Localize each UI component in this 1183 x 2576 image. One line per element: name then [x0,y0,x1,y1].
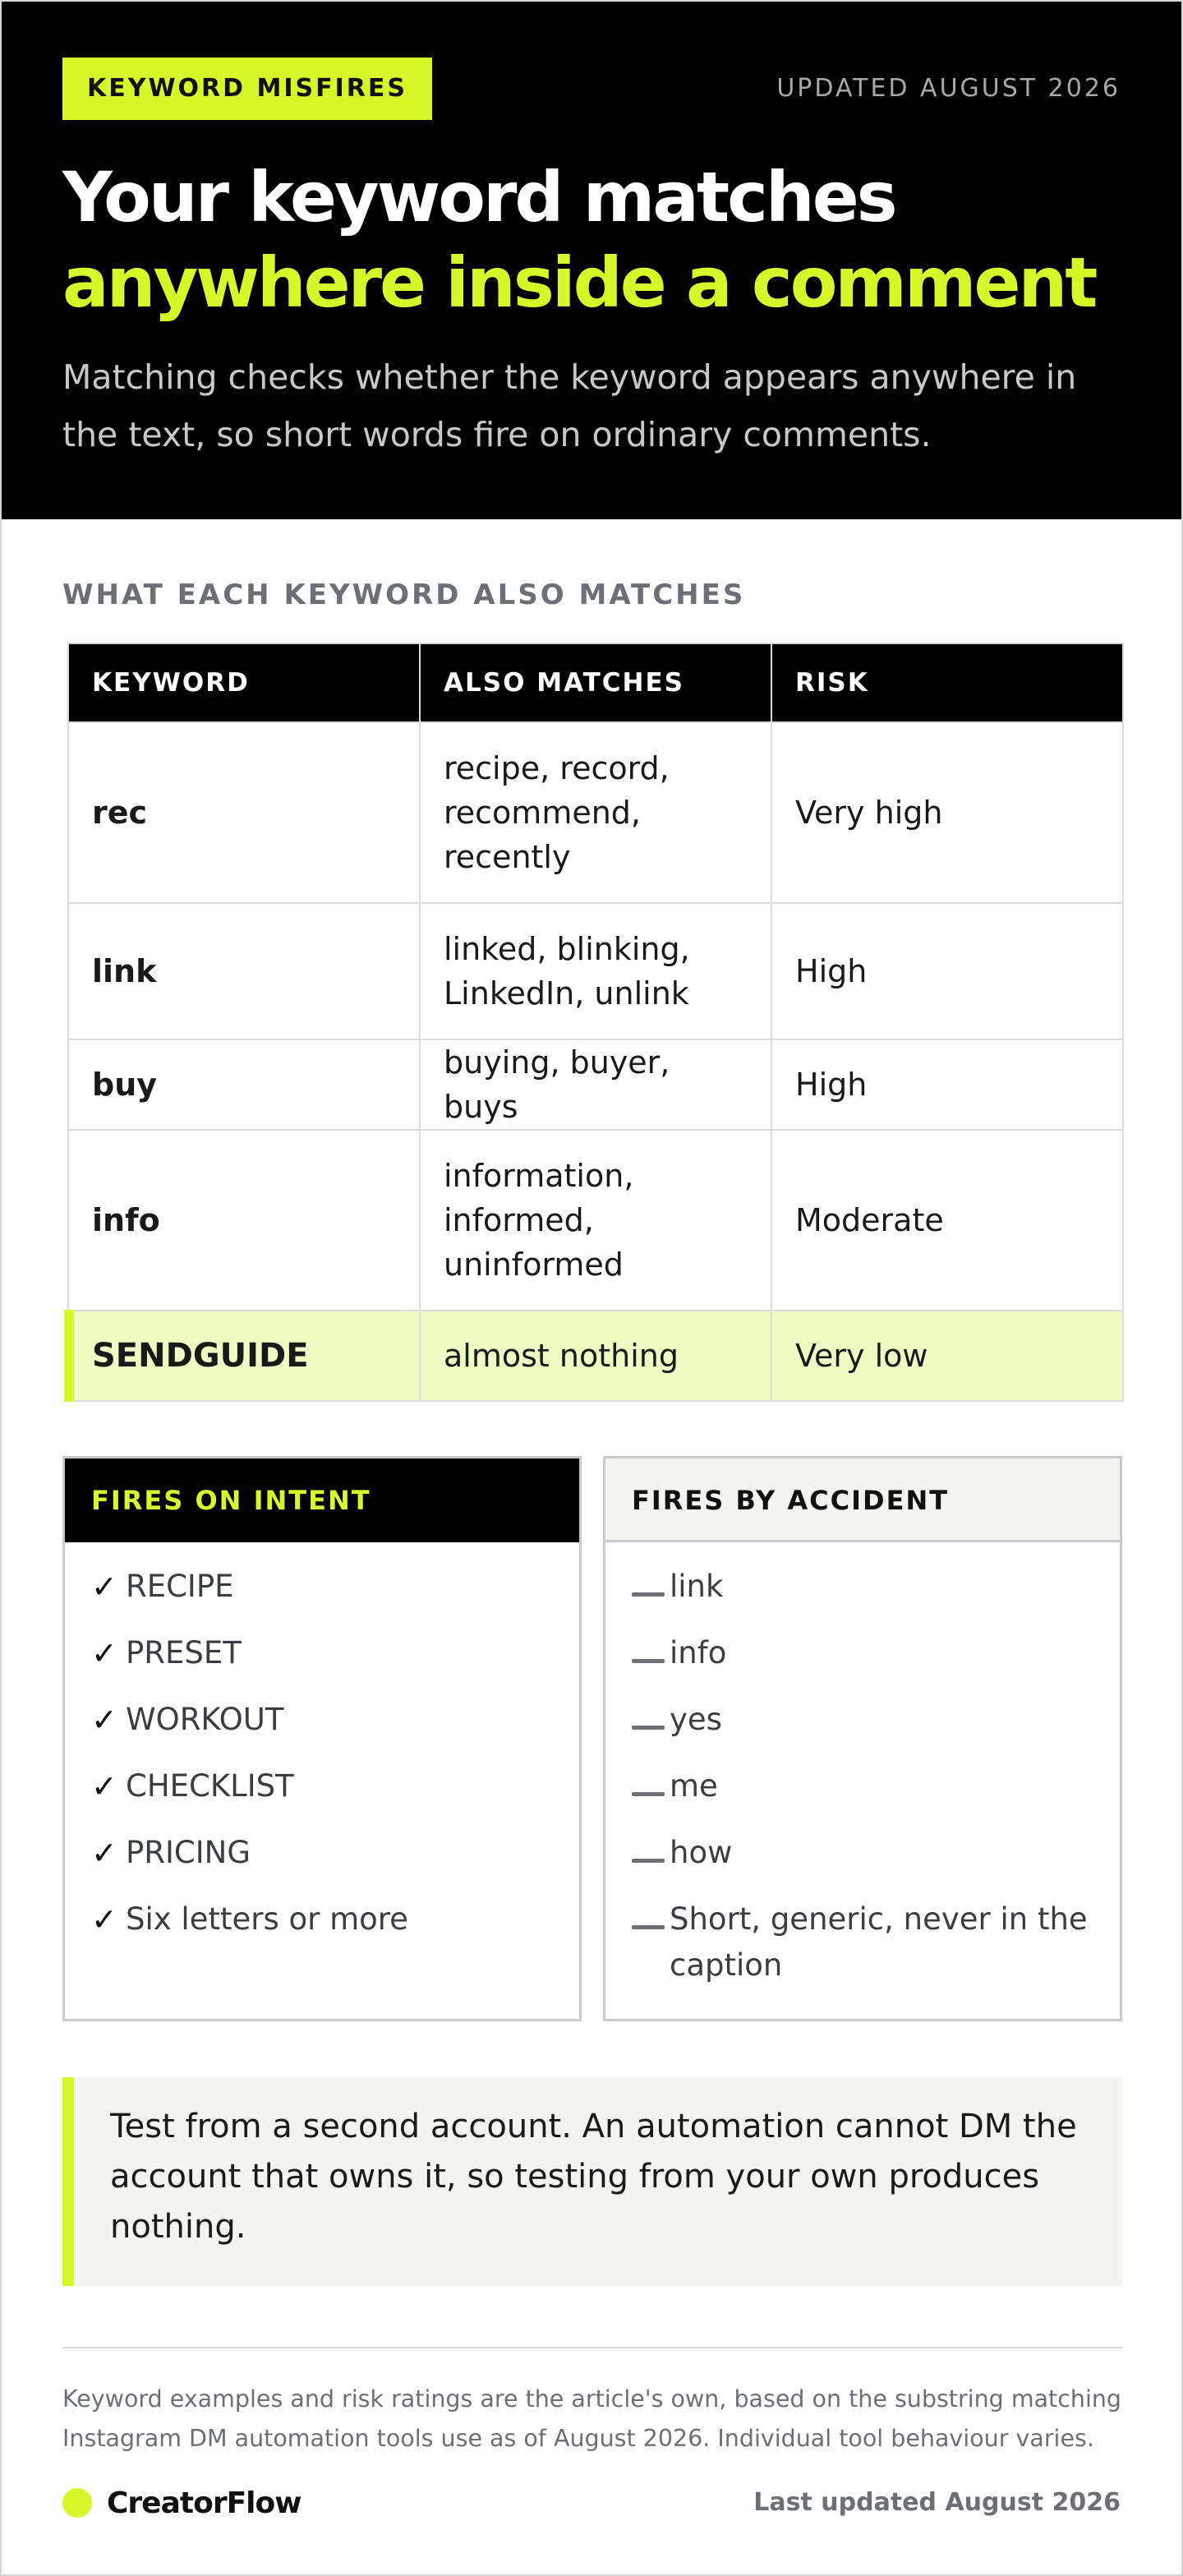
callout-text: Test from a second account. An automation cannot DM the account that owns it, so testing from your own produces nothing. [110,2108,1077,2246]
keyword-cell: rec [68,722,420,903]
risk-cell: Very low [771,1311,1123,1401]
table-row [68,1039,1123,1130]
risk-cell: High [771,1039,1123,1130]
list-item [632,1564,1093,1610]
hero-header [2,2,1181,519]
last-updated-text: Last updated August 2026 [753,2488,1121,2517]
column-header-risk: RISK [771,643,1123,722]
table-row [68,1130,1123,1311]
list-item [91,1630,553,1676]
list-item-label: CHECKLIST [126,1768,294,1804]
callout-accent-bar [62,2077,74,2286]
list-item [91,1763,553,1809]
dash-icon [632,1792,665,1796]
dash-icon [632,1925,665,1929]
keyword-cell [68,1311,420,1401]
list-item [632,1763,1093,1809]
list-item-label: info [670,1635,727,1670]
list-item [91,1896,553,1942]
brand-logo [62,2485,302,2521]
list-item-label: yes [670,1702,722,1737]
matches-cell: linked, blinking, LinkedIn, unlink [420,903,771,1039]
list-item-label: WORKOUT [126,1702,284,1737]
risk-cell: High [771,903,1123,1039]
headline-line-1: Your keyword matches [62,157,895,237]
list-item-label: Six letters or more [126,1901,408,1937]
dash-icon [632,1726,665,1730]
keyword-table [67,643,1124,1402]
matches-cell: recipe, record, recommend, recently [420,722,771,903]
brand-name: CreatorFlow [107,2486,302,2520]
matches-cell: information, informed, uninformed [420,1130,771,1311]
table-row-highlighted [68,1311,1123,1401]
check-icon: ✓ [91,1635,117,1671]
footer-divider [62,2347,1122,2348]
fires-on-intent-card [62,1456,582,2021]
keyword-cell: info [68,1130,420,1311]
matches-cell: almost nothing [420,1311,771,1401]
column-header-also-matches: ALSO MATCHES [420,643,771,722]
list-item-label: link [670,1569,724,1604]
risk-cell: Moderate [771,1130,1123,1311]
highlight-accent-bar [64,1310,74,1402]
check-icon: ✓ [91,1569,117,1605]
check-icon: ✓ [91,1702,117,1738]
check-icon: ✓ [91,1835,117,1871]
list-item-label: me [670,1768,718,1804]
list-item [91,1564,553,1610]
check-icon: ✓ [91,1768,117,1804]
fires-by-accident-card [603,1456,1122,2021]
matches-cell: buying, buyer, buys [420,1039,771,1130]
updated-date: UPDATED AUGUST 2026 [776,74,1121,103]
list-item-label: Short, generic, never in the caption [670,1901,1088,1983]
list-item [632,1896,1093,1988]
list-item-label: RECIPE [126,1569,234,1604]
card-title: FIRES BY ACCIDENT [605,1459,1120,1542]
risk-cell: Very high [771,722,1123,903]
column-header-keyword: KEYWORD [68,643,420,722]
table-row [68,722,1123,903]
keyword-text: SENDGUIDE [92,1337,309,1375]
list-item [91,1697,553,1743]
table-row [68,903,1123,1039]
list-item [632,1697,1093,1743]
keyword-cell: link [68,903,420,1039]
list-item [632,1830,1093,1876]
list-item [632,1630,1093,1676]
brand-dot-icon [62,2488,92,2518]
list-item [91,1830,553,1876]
list-item-label: PRESET [126,1635,242,1670]
footnote: Keyword examples and risk ratings are the article's own, based on the substring matching Instagram DM automation tools use as of August 2026. Individual tool behaviour varies. [62,2385,1122,2452]
headline-line-2: anywhere inside a comment [62,242,1096,323]
testing-tip-callout [62,2077,1122,2286]
dash-icon [632,1659,665,1663]
intent-list [65,1542,579,1942]
section-label: WHAT EACH KEYWORD ALSO MATCHES [62,578,746,611]
dash-icon [632,1859,665,1863]
list-item-label: how [670,1835,733,1870]
card-title: FIRES ON INTENT [65,1459,579,1542]
table-header-row [68,643,1123,722]
dash-icon [632,1592,665,1597]
list-item-label: PRICING [126,1835,251,1870]
header-subtitle: Matching checks whether the keyword appears anywhere in the text, so short words fire on ordinary comments. [62,357,1077,454]
accident-list [605,1542,1120,1988]
keyword-cell: buy [68,1039,420,1130]
topic-tag: KEYWORD MISFIRES [62,58,432,120]
check-icon: ✓ [91,1901,117,1938]
